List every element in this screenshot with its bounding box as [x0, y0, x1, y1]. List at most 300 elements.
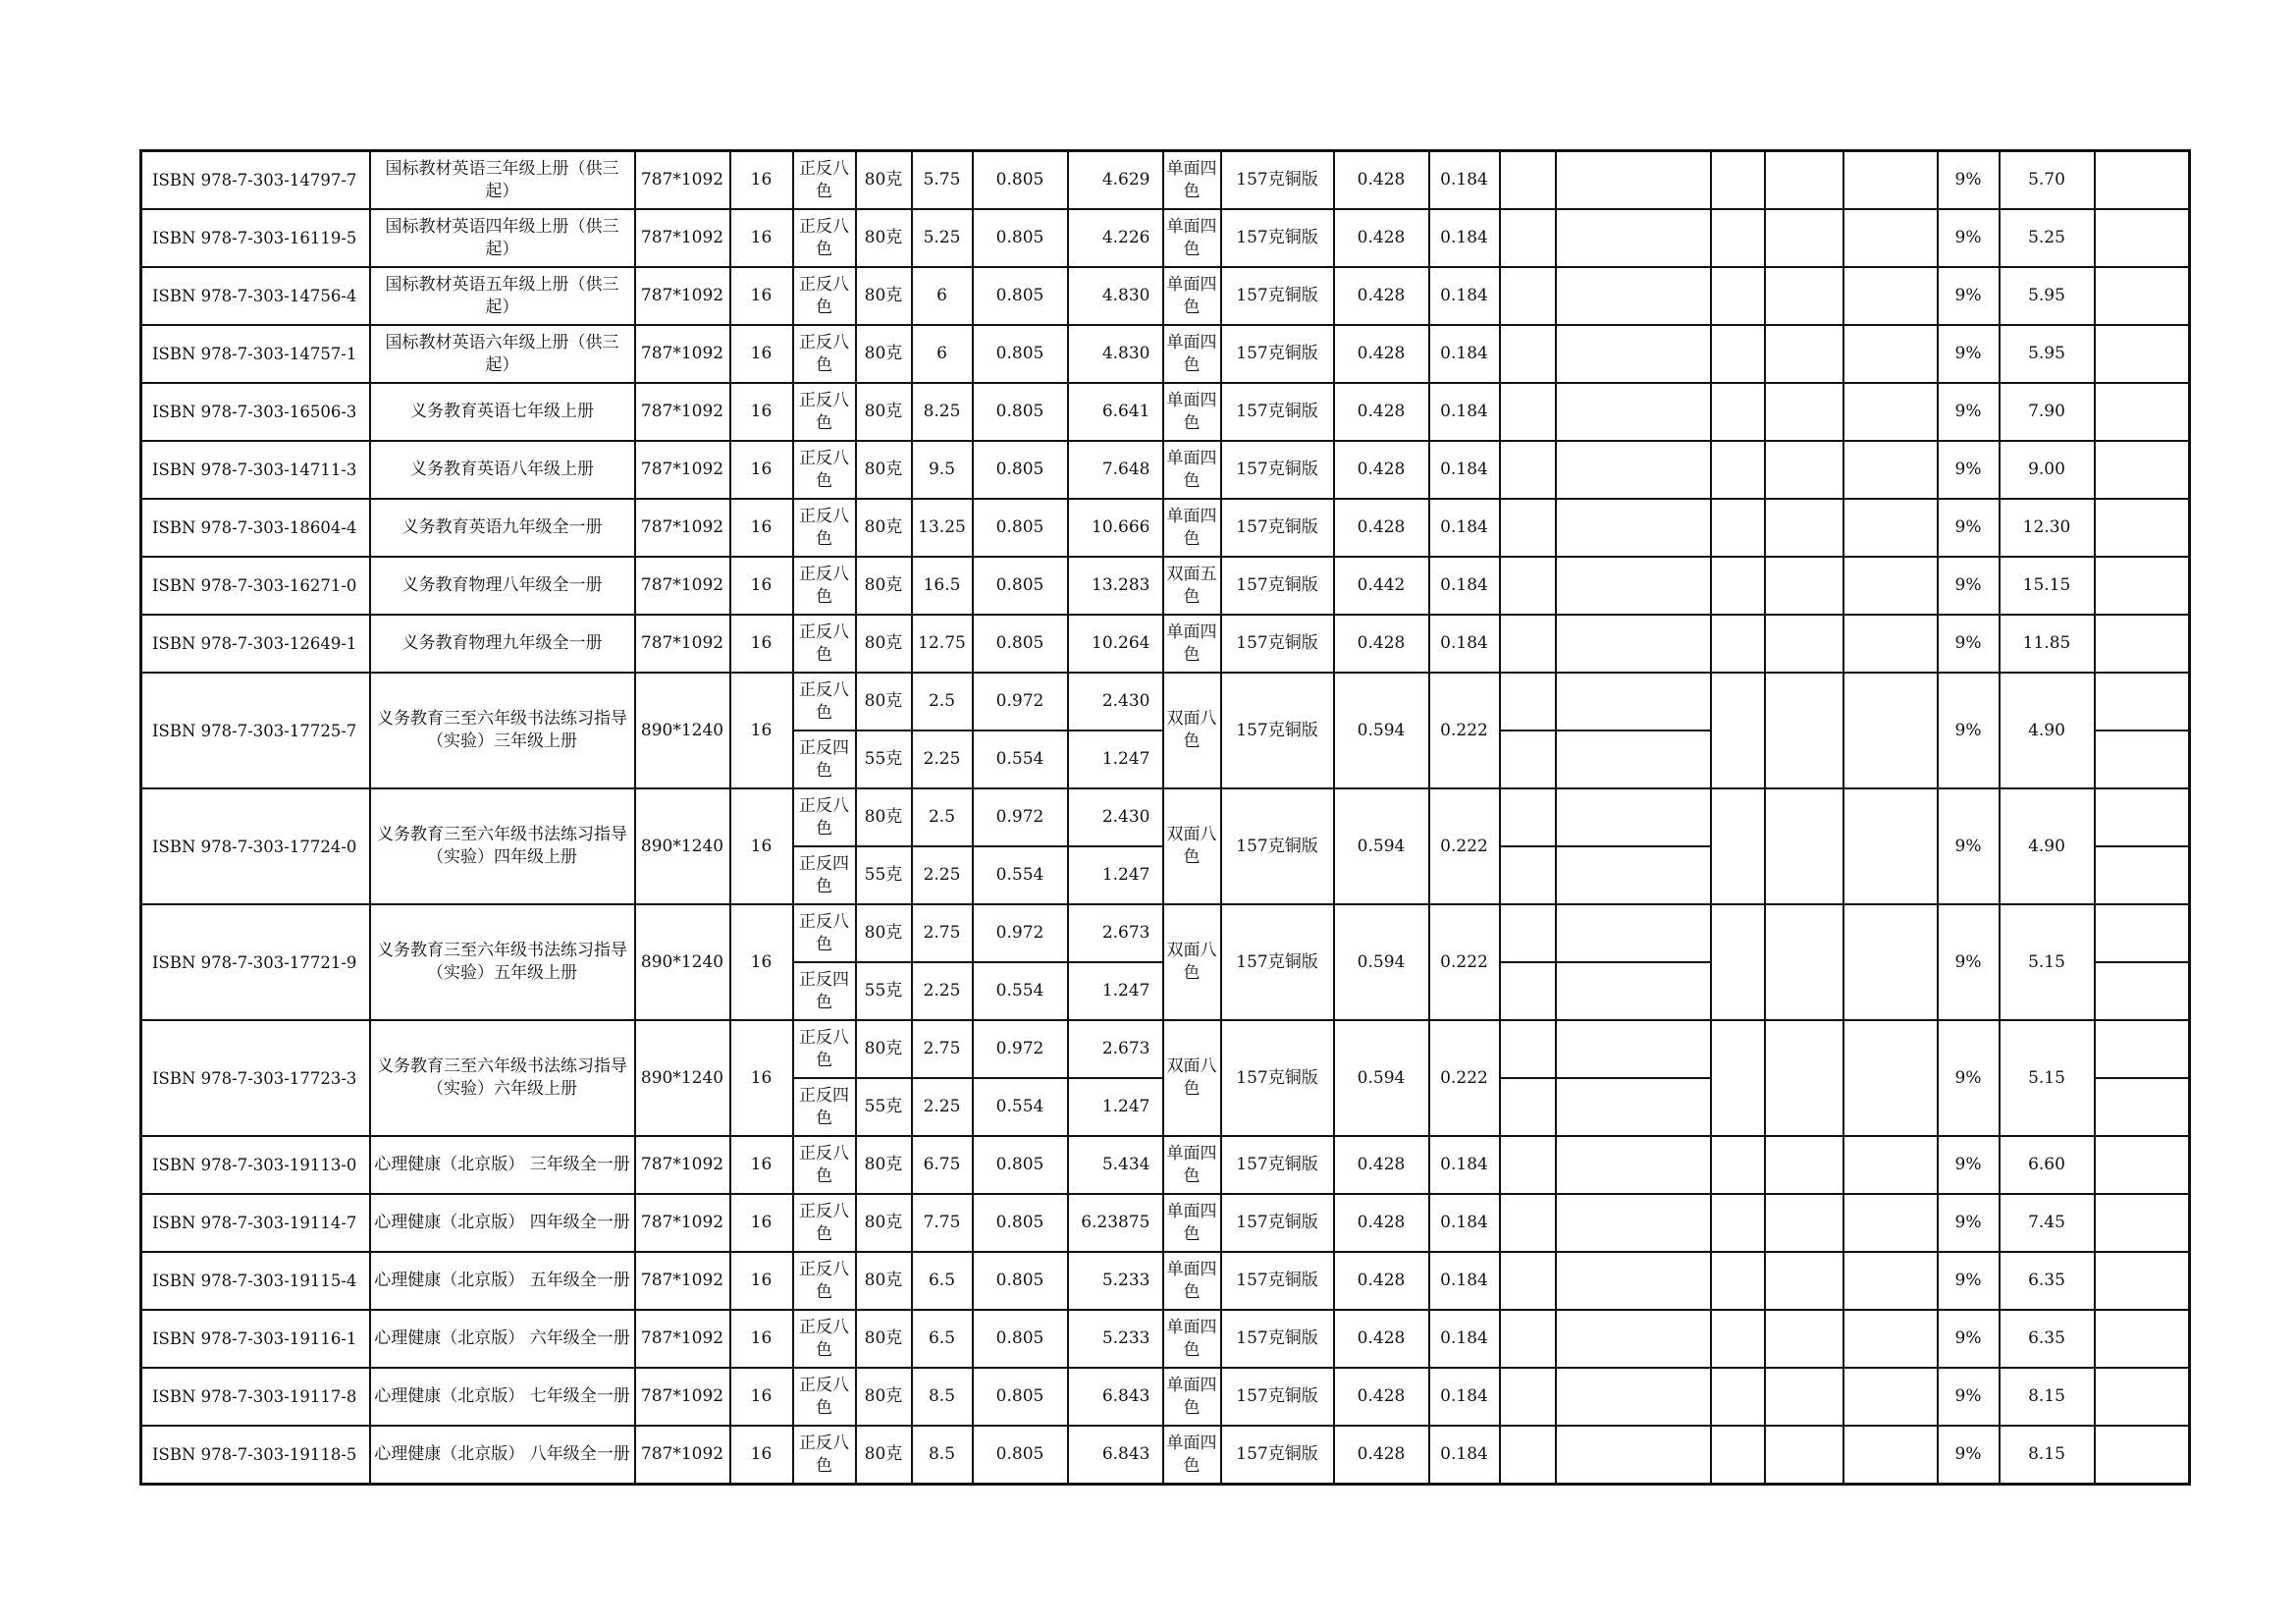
fold-cell: 16	[730, 673, 793, 788]
sheet-count-cell: 5.75	[912, 151, 973, 210]
total-price-cell: 5.95	[2000, 325, 2095, 383]
empty-cell	[2095, 557, 2190, 615]
empty-cell	[1556, 1426, 1711, 1485]
unit-price-cell: 0.805	[973, 267, 1068, 325]
cover-print-cell: 单面四色	[1163, 151, 1221, 210]
empty-cell	[1500, 1310, 1556, 1368]
format-cell: 787*1092	[635, 325, 730, 383]
sheet-count-cell: 2.25	[912, 962, 973, 1020]
empty-cell	[1500, 731, 1556, 788]
empty-cell	[1711, 557, 1765, 615]
empty-cell	[1500, 904, 1556, 962]
table-row	[141, 499, 2190, 557]
empty-cell	[1711, 1426, 1765, 1485]
paper-weight-cell: 80克	[856, 1426, 912, 1485]
unit-price-cell: 0.805	[973, 1426, 1068, 1485]
amount-cell: 4.830	[1068, 325, 1163, 383]
isbn-cell: ISBN 978-7-303-19114-7	[141, 1194, 370, 1252]
fold-cell: 16	[730, 209, 793, 267]
sheet-count-cell: 2.5	[912, 673, 973, 731]
amount-cell: 7.648	[1068, 441, 1163, 499]
cover-price-cell: 0.428	[1334, 1194, 1429, 1252]
print-mode-cell: 正反八色	[793, 151, 856, 210]
format-cell: 787*1092	[635, 1136, 730, 1194]
table-row	[141, 325, 2190, 383]
print-mode-cell: 正反八色	[793, 904, 856, 962]
tax-rate-cell: 9%	[1938, 499, 2000, 557]
table-row	[141, 441, 2190, 499]
print-mode-cell: 正反四色	[793, 1078, 856, 1136]
binding-price-cell: 0.184	[1429, 1136, 1500, 1194]
amount-cell: 2.430	[1068, 673, 1163, 731]
empty-cell	[1556, 788, 1711, 846]
unit-price-cell: 0.805	[973, 383, 1068, 441]
cover-price-cell: 0.428	[1334, 499, 1429, 557]
empty-cell	[1711, 673, 1765, 788]
cover-print-cell: 单面四色	[1163, 499, 1221, 557]
empty-cell	[1765, 788, 1843, 904]
print-mode-cell: 正反八色	[793, 1136, 856, 1194]
empty-cell	[1556, 1194, 1711, 1252]
unit-price-cell: 0.972	[973, 673, 1068, 731]
format-cell: 787*1092	[635, 151, 730, 210]
unit-price-cell: 0.805	[973, 1368, 1068, 1426]
total-price-cell: 8.15	[2000, 1368, 2095, 1426]
tax-rate-cell: 9%	[1938, 1310, 2000, 1368]
empty-cell	[1843, 1136, 1938, 1194]
cover-paper-cell: 157克铜版	[1221, 615, 1334, 673]
title-cell: 心理健康（北京版） 五年级全一册	[370, 1252, 635, 1310]
cover-price-cell: 0.594	[1334, 673, 1429, 788]
empty-cell	[1843, 1194, 1938, 1252]
empty-cell	[1843, 151, 1938, 210]
empty-cell	[1711, 1194, 1765, 1252]
binding-price-cell: 0.184	[1429, 151, 1500, 210]
price-table	[139, 149, 2191, 1486]
amount-cell: 2.673	[1068, 904, 1163, 962]
paper-weight-cell: 80克	[856, 788, 912, 846]
cover-price-cell: 0.594	[1334, 1020, 1429, 1136]
empty-cell	[1843, 1368, 1938, 1426]
binding-price-cell: 0.184	[1429, 499, 1500, 557]
isbn-cell: ISBN 978-7-303-14711-3	[141, 441, 370, 499]
binding-price-cell: 0.184	[1429, 557, 1500, 615]
cover-price-cell: 0.428	[1334, 1310, 1429, 1368]
empty-cell	[2095, 846, 2190, 904]
binding-price-cell: 0.222	[1429, 904, 1500, 1020]
cover-print-cell: 双面五色	[1163, 557, 1221, 615]
empty-cell	[2095, 1078, 2190, 1136]
cover-print-cell: 单面四色	[1163, 1368, 1221, 1426]
isbn-cell: ISBN 978-7-303-14797-7	[141, 151, 370, 210]
total-price-cell: 7.45	[2000, 1194, 2095, 1252]
cover-paper-cell: 157克铜版	[1221, 441, 1334, 499]
format-cell: 787*1092	[635, 267, 730, 325]
format-cell: 787*1092	[635, 383, 730, 441]
table-row	[141, 673, 2190, 731]
empty-cell	[1711, 1310, 1765, 1368]
total-price-cell: 5.15	[2000, 1020, 2095, 1136]
empty-cell	[1556, 499, 1711, 557]
title-cell: 义务教育三至六年级书法练习指导（实验）四年级上册	[370, 788, 635, 904]
tax-rate-cell: 9%	[1938, 383, 2000, 441]
amount-cell: 6.641	[1068, 383, 1163, 441]
paper-weight-cell: 80克	[856, 441, 912, 499]
fold-cell: 16	[730, 904, 793, 1020]
cover-price-cell: 0.428	[1334, 1368, 1429, 1426]
paper-weight-cell: 80克	[856, 673, 912, 731]
cover-paper-cell: 157克铜版	[1221, 1136, 1334, 1194]
print-mode-cell: 正反八色	[793, 1252, 856, 1310]
empty-cell	[2095, 151, 2190, 210]
title-cell: 义务教育英语七年级上册	[370, 383, 635, 441]
print-mode-cell: 正反八色	[793, 1368, 856, 1426]
unit-price-cell: 0.554	[973, 846, 1068, 904]
fold-cell: 16	[730, 557, 793, 615]
binding-price-cell: 0.184	[1429, 209, 1500, 267]
paper-weight-cell: 80克	[856, 383, 912, 441]
format-cell: 787*1092	[635, 209, 730, 267]
unit-price-cell: 0.805	[973, 209, 1068, 267]
cover-price-cell: 0.428	[1334, 1136, 1429, 1194]
empty-cell	[1711, 499, 1765, 557]
isbn-cell: ISBN 978-7-303-19118-5	[141, 1426, 370, 1485]
cover-paper-cell: 157克铜版	[1221, 151, 1334, 210]
total-price-cell: 6.35	[2000, 1310, 2095, 1368]
paper-weight-cell: 80克	[856, 1310, 912, 1368]
total-price-cell: 6.60	[2000, 1136, 2095, 1194]
binding-price-cell: 0.222	[1429, 1020, 1500, 1136]
empty-cell	[1711, 1252, 1765, 1310]
empty-cell	[1843, 1252, 1938, 1310]
sheet-count-cell: 2.25	[912, 846, 973, 904]
amount-cell: 2.430	[1068, 788, 1163, 846]
cover-paper-cell: 157克铜版	[1221, 325, 1334, 383]
empty-cell	[1843, 383, 1938, 441]
empty-cell	[1500, 788, 1556, 846]
empty-cell	[1500, 151, 1556, 210]
empty-cell	[2095, 325, 2190, 383]
tax-rate-cell: 9%	[1938, 1136, 2000, 1194]
amount-cell: 1.247	[1068, 731, 1163, 788]
unit-price-cell: 0.805	[973, 1136, 1068, 1194]
empty-cell	[2095, 1426, 2190, 1485]
unit-price-cell: 0.805	[973, 1252, 1068, 1310]
amount-cell: 4.629	[1068, 151, 1163, 210]
empty-cell	[1556, 151, 1711, 210]
empty-cell	[1843, 1310, 1938, 1368]
fold-cell: 16	[730, 1368, 793, 1426]
empty-cell	[1843, 267, 1938, 325]
total-price-cell: 5.70	[2000, 151, 2095, 210]
sheet-count-cell: 8.25	[912, 383, 973, 441]
table-row	[141, 1020, 2190, 1078]
cover-print-cell: 单面四色	[1163, 1136, 1221, 1194]
cover-price-cell: 0.442	[1334, 557, 1429, 615]
format-cell: 787*1092	[635, 1252, 730, 1310]
cover-print-cell: 双面八色	[1163, 1020, 1221, 1136]
tax-rate-cell: 9%	[1938, 557, 2000, 615]
table-row	[141, 788, 2190, 846]
paper-weight-cell: 80克	[856, 151, 912, 210]
format-cell: 787*1092	[635, 441, 730, 499]
unit-price-cell: 0.805	[973, 499, 1068, 557]
print-mode-cell: 正反八色	[793, 325, 856, 383]
cover-paper-cell: 157克铜版	[1221, 1252, 1334, 1310]
empty-cell	[1500, 1136, 1556, 1194]
empty-cell	[1556, 1252, 1711, 1310]
empty-cell	[1711, 1020, 1765, 1136]
isbn-cell: ISBN 978-7-303-14757-1	[141, 325, 370, 383]
binding-price-cell: 0.222	[1429, 673, 1500, 788]
amount-cell: 5.434	[1068, 1136, 1163, 1194]
binding-price-cell: 0.184	[1429, 1252, 1500, 1310]
fold-cell: 16	[730, 499, 793, 557]
binding-price-cell: 0.222	[1429, 788, 1500, 904]
sheet-count-cell: 9.5	[912, 441, 973, 499]
isbn-cell: ISBN 978-7-303-16506-3	[141, 383, 370, 441]
empty-cell	[1500, 1194, 1556, 1252]
empty-cell	[1765, 1194, 1843, 1252]
empty-cell	[1556, 731, 1711, 788]
title-cell: 义务教育物理九年级全一册	[370, 615, 635, 673]
cover-print-cell: 单面四色	[1163, 615, 1221, 673]
paper-weight-cell: 80克	[856, 325, 912, 383]
empty-cell	[2095, 904, 2190, 962]
amount-cell: 4.830	[1068, 267, 1163, 325]
sheet-count-cell: 13.25	[912, 499, 973, 557]
table-row	[141, 151, 2190, 210]
cover-print-cell: 双面八色	[1163, 904, 1221, 1020]
total-price-cell: 9.00	[2000, 441, 2095, 499]
title-cell: 心理健康（北京版） 七年级全一册	[370, 1368, 635, 1426]
unit-price-cell: 0.805	[973, 1310, 1068, 1368]
paper-weight-cell: 55克	[856, 846, 912, 904]
binding-price-cell: 0.184	[1429, 1194, 1500, 1252]
cover-print-cell: 单面四色	[1163, 325, 1221, 383]
empty-cell	[1556, 267, 1711, 325]
cover-paper-cell: 157克铜版	[1221, 904, 1334, 1020]
binding-price-cell: 0.184	[1429, 325, 1500, 383]
sheet-count-cell: 2.25	[912, 731, 973, 788]
unit-price-cell: 0.805	[973, 557, 1068, 615]
isbn-cell: ISBN 978-7-303-16271-0	[141, 557, 370, 615]
empty-cell	[1500, 557, 1556, 615]
empty-cell	[1711, 615, 1765, 673]
title-cell: 心理健康（北京版） 四年级全一册	[370, 1194, 635, 1252]
tax-rate-cell: 9%	[1938, 615, 2000, 673]
format-cell: 787*1092	[635, 615, 730, 673]
empty-cell	[1765, 1252, 1843, 1310]
print-mode-cell: 正反八色	[793, 1194, 856, 1252]
tax-rate-cell: 9%	[1938, 1252, 2000, 1310]
tax-rate-cell: 9%	[1938, 788, 2000, 904]
isbn-cell: ISBN 978-7-303-17721-9	[141, 904, 370, 1020]
cover-paper-cell: 157克铜版	[1221, 1426, 1334, 1485]
sheet-count-cell: 6.75	[912, 1136, 973, 1194]
table-row	[141, 1252, 2190, 1310]
title-cell: 国标教材英语三年级上册（供三起）	[370, 151, 635, 210]
empty-cell	[2095, 1020, 2190, 1078]
print-mode-cell: 正反四色	[793, 962, 856, 1020]
cover-print-cell: 单面四色	[1163, 383, 1221, 441]
empty-cell	[1556, 673, 1711, 731]
title-cell: 心理健康（北京版） 六年级全一册	[370, 1310, 635, 1368]
title-cell: 义务教育三至六年级书法练习指导（实验）六年级上册	[370, 1020, 635, 1136]
empty-cell	[1765, 1020, 1843, 1136]
cover-paper-cell: 157克铜版	[1221, 267, 1334, 325]
isbn-cell: ISBN 978-7-303-12649-1	[141, 615, 370, 673]
empty-cell	[1843, 499, 1938, 557]
cover-paper-cell: 157克铜版	[1221, 1310, 1334, 1368]
amount-cell: 1.247	[1068, 962, 1163, 1020]
empty-cell	[1500, 325, 1556, 383]
unit-price-cell: 0.554	[973, 1078, 1068, 1136]
binding-price-cell: 0.184	[1429, 1368, 1500, 1426]
unit-price-cell: 0.805	[973, 325, 1068, 383]
empty-cell	[1500, 1020, 1556, 1078]
total-price-cell: 5.15	[2000, 904, 2095, 1020]
empty-cell	[1556, 1310, 1711, 1368]
binding-price-cell: 0.184	[1429, 267, 1500, 325]
empty-cell	[1843, 441, 1938, 499]
print-mode-cell: 正反八色	[793, 1310, 856, 1368]
empty-cell	[1765, 673, 1843, 788]
unit-price-cell: 0.554	[973, 962, 1068, 1020]
table-row	[141, 1310, 2190, 1368]
empty-cell	[1843, 615, 1938, 673]
fold-cell: 16	[730, 1136, 793, 1194]
paper-weight-cell: 80克	[856, 615, 912, 673]
cover-print-cell: 单面四色	[1163, 1310, 1221, 1368]
title-cell: 义务教育三至六年级书法练习指导（实验）三年级上册	[370, 673, 635, 788]
empty-cell	[1711, 904, 1765, 1020]
unit-price-cell: 0.554	[973, 731, 1068, 788]
table-row	[141, 1194, 2190, 1252]
cover-paper-cell: 157克铜版	[1221, 499, 1334, 557]
empty-cell	[1556, 1078, 1711, 1136]
empty-cell	[2095, 615, 2190, 673]
unit-price-cell: 0.972	[973, 788, 1068, 846]
empty-cell	[1843, 325, 1938, 383]
empty-cell	[2095, 1368, 2190, 1426]
cover-print-cell: 双面八色	[1163, 788, 1221, 904]
title-cell: 心理健康（北京版） 三年级全一册	[370, 1136, 635, 1194]
table-row	[141, 1136, 2190, 1194]
empty-cell	[1500, 1252, 1556, 1310]
isbn-cell: ISBN 978-7-303-19117-8	[141, 1368, 370, 1426]
sheet-count-cell: 5.25	[912, 209, 973, 267]
print-mode-cell: 正反八色	[793, 383, 856, 441]
sheet-count-cell: 2.25	[912, 1078, 973, 1136]
isbn-cell: ISBN 978-7-303-16119-5	[141, 209, 370, 267]
cover-price-cell: 0.428	[1334, 325, 1429, 383]
sheet-count-cell: 6	[912, 325, 973, 383]
empty-cell	[1765, 383, 1843, 441]
title-cell: 国标教材英语六年级上册（供三起）	[370, 325, 635, 383]
empty-cell	[1765, 325, 1843, 383]
empty-cell	[1765, 441, 1843, 499]
empty-cell	[1500, 846, 1556, 904]
format-cell: 890*1240	[635, 673, 730, 788]
empty-cell	[1500, 267, 1556, 325]
title-cell: 义务教育英语八年级上册	[370, 441, 635, 499]
empty-cell	[1843, 904, 1938, 1020]
cover-price-cell: 0.594	[1334, 788, 1429, 904]
print-mode-cell: 正反八色	[793, 788, 856, 846]
tax-rate-cell: 9%	[1938, 267, 2000, 325]
title-cell: 国标教材英语五年级上册（供三起）	[370, 267, 635, 325]
print-mode-cell: 正反八色	[793, 1020, 856, 1078]
cover-paper-cell: 157克铜版	[1221, 209, 1334, 267]
amount-cell: 10.264	[1068, 615, 1163, 673]
empty-cell	[1711, 325, 1765, 383]
table-row	[141, 557, 2190, 615]
cover-paper-cell: 157克铜版	[1221, 1020, 1334, 1136]
empty-cell	[1843, 673, 1938, 788]
sheet-count-cell: 8.5	[912, 1368, 973, 1426]
sheet-count-cell: 2.75	[912, 1020, 973, 1078]
amount-cell: 5.233	[1068, 1252, 1163, 1310]
tax-rate-cell: 9%	[1938, 325, 2000, 383]
empty-cell	[2095, 441, 2190, 499]
table-row	[141, 615, 2190, 673]
empty-cell	[1556, 962, 1711, 1020]
fold-cell: 16	[730, 325, 793, 383]
fold-cell: 16	[730, 1020, 793, 1136]
total-price-cell: 12.30	[2000, 499, 2095, 557]
cover-price-cell: 0.594	[1334, 904, 1429, 1020]
format-cell: 787*1092	[635, 557, 730, 615]
empty-cell	[1556, 557, 1711, 615]
total-price-cell: 4.90	[2000, 788, 2095, 904]
empty-cell	[2095, 267, 2190, 325]
format-cell: 787*1092	[635, 1194, 730, 1252]
paper-weight-cell: 80克	[856, 1020, 912, 1078]
title-cell: 义务教育物理八年级全一册	[370, 557, 635, 615]
paper-weight-cell: 80克	[856, 1136, 912, 1194]
empty-cell	[1500, 1426, 1556, 1485]
empty-cell	[1711, 209, 1765, 267]
cover-price-cell: 0.428	[1334, 441, 1429, 499]
paper-weight-cell: 55克	[856, 731, 912, 788]
empty-cell	[1843, 788, 1938, 904]
empty-cell	[2095, 499, 2190, 557]
empty-cell	[1843, 557, 1938, 615]
isbn-cell: ISBN 978-7-303-19113-0	[141, 1136, 370, 1194]
empty-cell	[1556, 1136, 1711, 1194]
isbn-cell: ISBN 978-7-303-18604-4	[141, 499, 370, 557]
empty-cell	[1711, 788, 1765, 904]
fold-cell: 16	[730, 383, 793, 441]
fold-cell: 16	[730, 788, 793, 904]
cover-price-cell: 0.428	[1334, 1426, 1429, 1485]
empty-cell	[1711, 267, 1765, 325]
sheet-count-cell: 6	[912, 267, 973, 325]
total-price-cell: 5.95	[2000, 267, 2095, 325]
empty-cell	[1556, 846, 1711, 904]
empty-cell	[1711, 151, 1765, 210]
tax-rate-cell: 9%	[1938, 151, 2000, 210]
print-mode-cell: 正反四色	[793, 731, 856, 788]
fold-cell: 16	[730, 1194, 793, 1252]
empty-cell	[1843, 209, 1938, 267]
empty-cell	[1765, 557, 1843, 615]
total-price-cell: 15.15	[2000, 557, 2095, 615]
empty-cell	[1556, 1368, 1711, 1426]
empty-cell	[2095, 1252, 2190, 1310]
empty-cell	[1556, 441, 1711, 499]
